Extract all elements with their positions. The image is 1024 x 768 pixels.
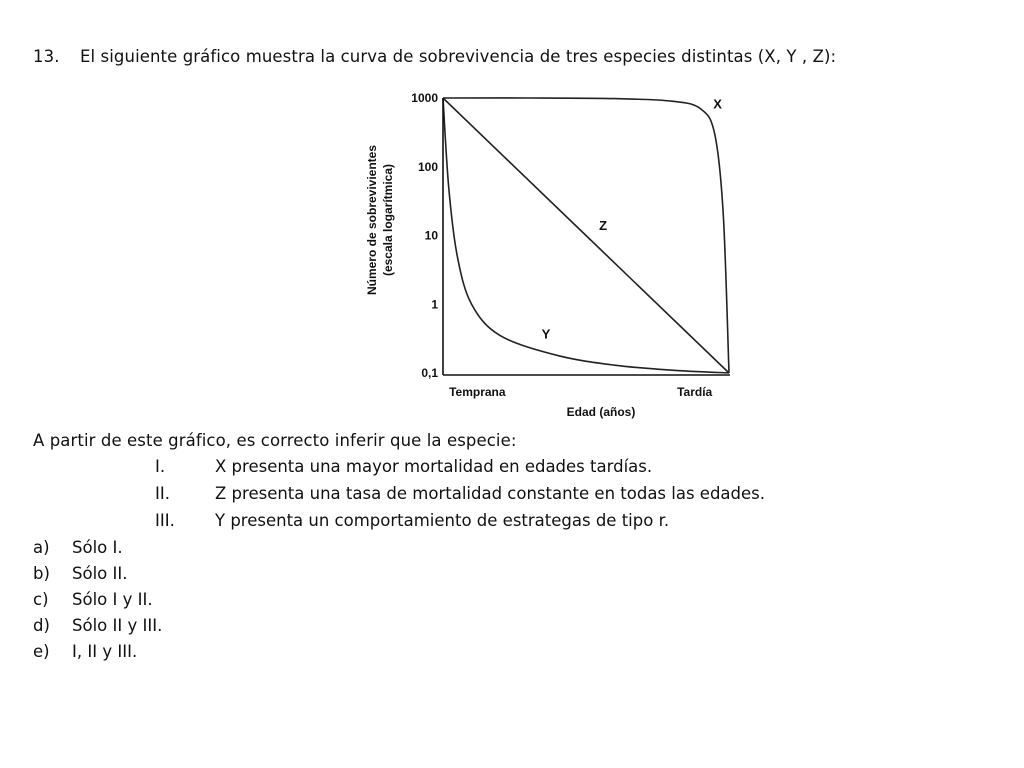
option-d-text: Sólo II y III.: [72, 616, 163, 635]
series-y-label: Y: [541, 326, 551, 342]
option-e-letter: e): [33, 642, 50, 661]
option-c-letter: c): [33, 590, 49, 609]
series-lines: [443, 98, 729, 373]
series-z-line: [443, 98, 729, 373]
y-tick-label: 0,1: [421, 366, 438, 380]
option-a-text: Sólo I.: [72, 538, 123, 557]
y-tick-label: 1000: [411, 91, 438, 105]
statement-1-text: X presenta una mayor mortalidad en edades tardías.: [215, 457, 653, 476]
statement-3-number: III.: [155, 511, 175, 530]
intro-text: A partir de este gráfico, es correcto inferir que la especie:: [33, 431, 517, 450]
x-tick-labels: [449, 385, 712, 399]
option-b-letter: b): [33, 564, 50, 583]
series-z-label: Z: [599, 218, 608, 234]
y-tick-label: 1: [431, 297, 438, 312]
y-tick-labels: [411, 91, 438, 380]
statement-1-number: I.: [155, 457, 166, 476]
y-axis-label-line2: (escala logarítmica): [381, 163, 395, 277]
x-tick-label: Tardía: [677, 385, 713, 399]
question-number: 13.: [33, 47, 60, 66]
option-d-letter: d): [33, 616, 50, 635]
statement-3-text: Y presenta un comportamiento de estrategas de tipo r.: [215, 511, 670, 530]
x-axis-label: Edad (años): [566, 405, 636, 419]
y-axis-label-line1: Número de sobrevivientes: [365, 144, 379, 296]
x-tick-label: Temprana: [449, 385, 506, 399]
y-tick-label: 100: [417, 159, 438, 174]
y-axis-label: [365, 145, 395, 295]
survivorship-chart: [340, 85, 740, 430]
option-e-text: I, II y III.: [72, 642, 138, 661]
option-a-letter: a): [33, 538, 50, 557]
question-text: El siguiente gráfico muestra la curva de sobrevivencia de tres especies distintas (X, Y , Z):: [80, 47, 837, 66]
option-b-text: Sólo II.: [72, 564, 128, 583]
statement-2-text: Z presenta una tasa de mortalidad constante en todas las edades.: [215, 484, 766, 503]
statement-2-number: II.: [155, 484, 170, 503]
series-x-label: X: [713, 96, 722, 112]
y-tick-label: 10: [424, 228, 438, 243]
option-c-text: Sólo I y II.: [72, 590, 153, 609]
